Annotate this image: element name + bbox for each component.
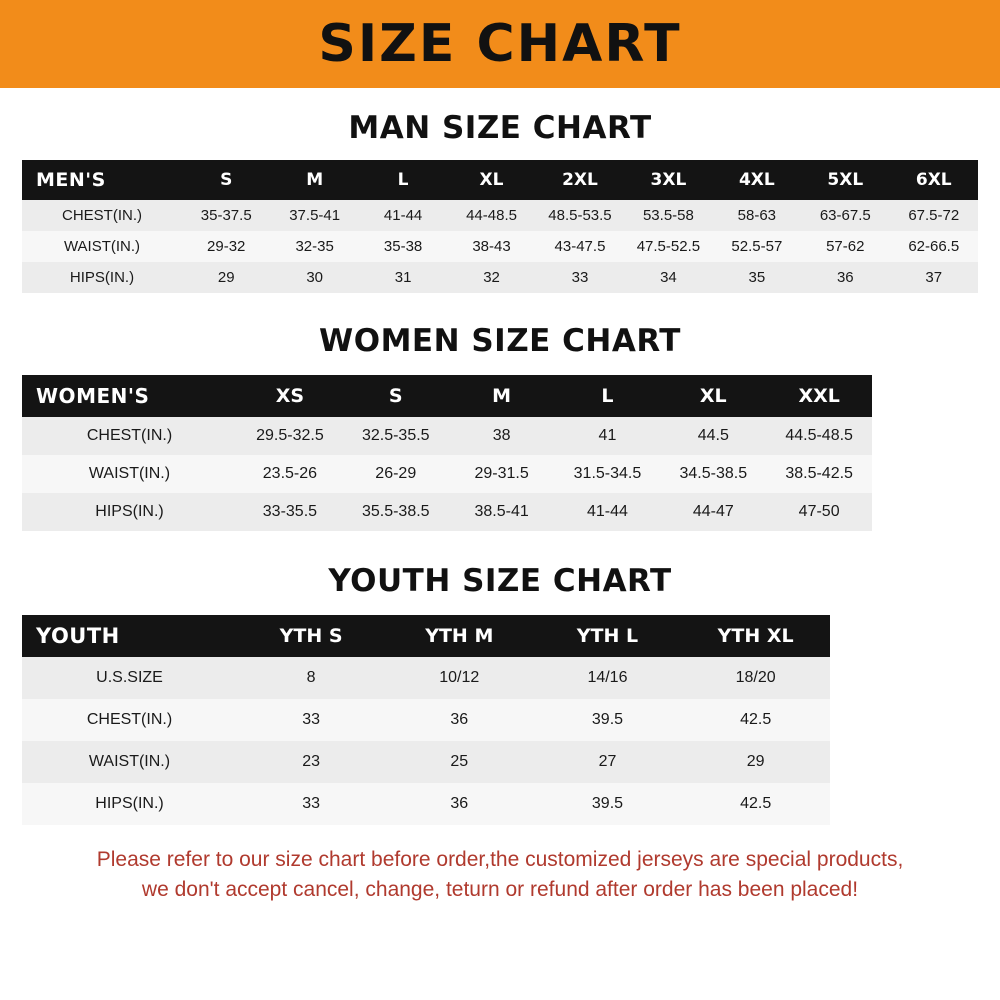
women-row-label-chest: CHEST(IN.) [22,417,237,455]
youth-row-label-chest: CHEST(IN.) [22,699,237,741]
cell: 33-35.5 [237,493,343,531]
cell-spacer [872,455,978,493]
banner-title: SIZE CHART [318,14,682,74]
footer-line-2: we don't accept cancel, change, teturn or refund after order has been placed! [141,877,859,901]
cell: 38.5-42.5 [766,455,872,493]
cell: 47.5-52.5 [624,231,712,262]
table-row [22,493,978,531]
women-size-table [22,375,978,531]
women-table-header [22,375,978,417]
women-row-label-hips: HIPS(IN.) [22,493,237,531]
youth-header-s: YTH S [237,615,385,657]
cell: 37 [890,262,979,293]
cell: 41 [555,417,661,455]
women-header-m: M [449,375,555,417]
cell: 10/12 [385,657,533,699]
cell: 18/20 [682,657,830,699]
cell: 8 [237,657,385,699]
table-header-row [22,375,978,417]
cell-spacer [830,657,978,699]
cell: 39.5 [533,783,681,825]
cell: 42.5 [682,783,830,825]
footer-disclaimer [22,845,978,911]
cell: 35-38 [359,231,447,262]
man-header-6xl: 6XL [890,160,979,200]
cell: 41-44 [359,200,447,231]
cell-spacer [830,699,978,741]
table-row [22,262,978,293]
cell: 38 [449,417,555,455]
cell: 62-66.5 [890,231,979,262]
youth-row-label-us-size: U.S.SIZE [22,657,237,699]
cell: 34.5-38.5 [660,455,766,493]
cell-spacer [872,493,978,531]
cell: 25 [385,741,533,783]
women-header-xs: XS [237,375,343,417]
man-size-table [22,160,978,293]
women-header-s: S [343,375,449,417]
cell: 23 [237,741,385,783]
cell: 43-47.5 [536,231,624,262]
cell: 35-37.5 [182,200,270,231]
cell: 48.5-53.5 [536,200,624,231]
cell: 63-67.5 [801,200,889,231]
cell: 35.5-38.5 [343,493,449,531]
man-section-title: MAN SIZE CHART [348,110,652,146]
table-header-row [22,160,978,200]
women-header-spacer [872,375,978,417]
table-row [22,699,978,741]
women-table-body [22,417,978,531]
table-row [22,657,978,699]
youth-header-m: YTH M [385,615,533,657]
cell: 42.5 [682,699,830,741]
cell: 44.5-48.5 [766,417,872,455]
man-header-2xl: 2XL [536,160,624,200]
man-header-m: M [270,160,358,200]
cell: 32-35 [270,231,358,262]
cell: 14/16 [533,657,681,699]
cell-spacer [830,783,978,825]
cell: 67.5-72 [890,200,979,231]
cell: 31.5-34.5 [555,455,661,493]
cell: 33 [536,262,624,293]
man-header-xl: XL [447,160,535,200]
man-header-s: S [182,160,270,200]
man-row-label-hips: HIPS(IN.) [22,262,182,293]
cell: 39.5 [533,699,681,741]
cell: 30 [270,262,358,293]
cell: 34 [624,262,712,293]
cell: 44.5 [660,417,766,455]
women-header-l: L [555,375,661,417]
man-header-3xl: 3XL [624,160,712,200]
table-row [22,741,978,783]
cell: 29-32 [182,231,270,262]
cell: 27 [533,741,681,783]
cell: 38-43 [447,231,535,262]
cell: 29-31.5 [449,455,555,493]
content-area [0,88,1000,1000]
man-table-header [22,160,978,200]
table-row [22,455,978,493]
cell: 26-29 [343,455,449,493]
cell: 41-44 [555,493,661,531]
cell: 38.5-41 [449,493,555,531]
youth-table-header [22,615,978,657]
table-header-row [22,615,978,657]
table-row [22,231,978,262]
women-row-label-waist: WAIST(IN.) [22,455,237,493]
cell: 36 [385,699,533,741]
cell-spacer [830,741,978,783]
cell-spacer [872,417,978,455]
youth-header-spacer [830,615,978,657]
cell: 32.5-35.5 [343,417,449,455]
cell: 52.5-57 [713,231,801,262]
man-header-4xl: 4XL [713,160,801,200]
cell: 29 [682,741,830,783]
cell: 33 [237,783,385,825]
man-row-label-waist: WAIST(IN.) [22,231,182,262]
cell: 36 [385,783,533,825]
footer-line-1: Please refer to our size chart before order,the customized jerseys are special products, [96,848,904,871]
man-row-label-chest: CHEST(IN.) [22,200,182,231]
cell: 35 [713,262,801,293]
cell: 58-63 [713,200,801,231]
youth-header-xl: YTH XL [682,615,830,657]
cell: 23.5-26 [237,455,343,493]
banner [0,0,1000,88]
youth-row-label-hips: HIPS(IN.) [22,783,237,825]
man-table-body [22,200,978,293]
cell: 29.5-32.5 [237,417,343,455]
cell: 37.5-41 [270,200,358,231]
youth-header-label: YOUTH [22,615,237,657]
cell: 53.5-58 [624,200,712,231]
youth-section-title: YOUTH SIZE CHART [328,563,672,599]
man-header-l: L [359,160,447,200]
youth-row-label-waist: WAIST(IN.) [22,741,237,783]
man-header-5xl: 5XL [801,160,889,200]
cell: 32 [447,262,535,293]
cell: 36 [801,262,889,293]
cell: 47-50 [766,493,872,531]
table-row [22,200,978,231]
cell: 57-62 [801,231,889,262]
women-section-title: WOMEN SIZE CHART [319,323,681,359]
man-header-label: MEN'S [22,160,182,200]
women-header-label: WOMEN'S [22,375,237,417]
cell: 33 [237,699,385,741]
cell: 44-47 [660,493,766,531]
table-row [22,783,978,825]
cell: 44-48.5 [447,200,535,231]
youth-table-body [22,657,978,825]
youth-size-table [22,615,978,825]
cell: 29 [182,262,270,293]
youth-header-l: YTH L [533,615,681,657]
table-row [22,417,978,455]
women-header-xl: XL [660,375,766,417]
cell: 31 [359,262,447,293]
women-header-xxl: XXL [766,375,872,417]
